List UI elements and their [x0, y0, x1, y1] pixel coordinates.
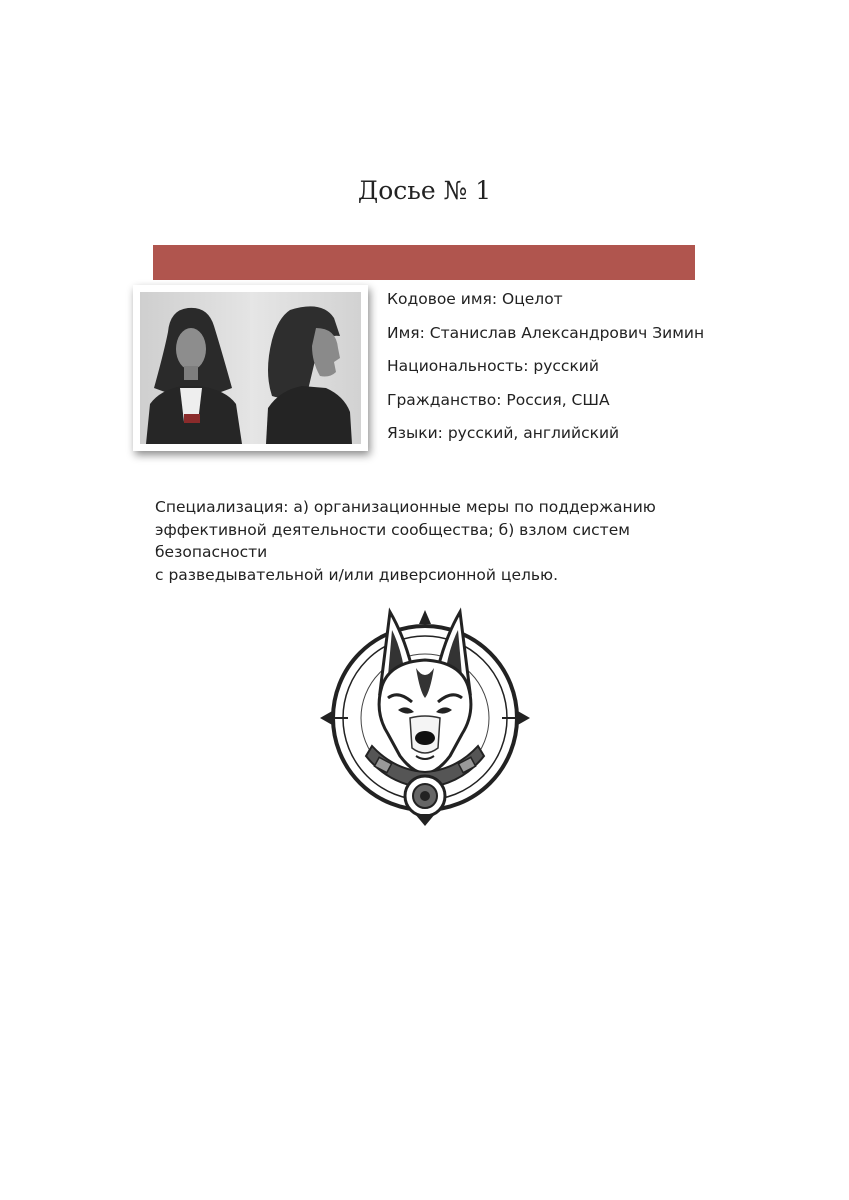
- specialization-paragraph: [155, 496, 715, 586]
- specialization-line: с разведывательной и/или диверсионной целью.: [155, 565, 559, 584]
- specialization-line: Специализация: а) организационные меры по поддержанию: [155, 498, 656, 516]
- specialization-line: эффективной деятельности сообщества; б) взлом систем безопасности: [155, 520, 630, 561]
- dog-head-emblem-icon: [318, 606, 532, 828]
- header-banner: [153, 245, 695, 280]
- page-title: Досье № 1: [357, 176, 492, 205]
- dog-emblem: [318, 606, 532, 832]
- field-codename: Кодовое имя: Оцелот: [387, 290, 563, 308]
- portrait-photo-icon: [140, 292, 361, 444]
- field-name: Имя: Станислав Александрович Зимин: [387, 323, 705, 342]
- field-citizenship: Гражданство: Россия, США: [387, 390, 610, 409]
- field-languages: Языки: русский, английский: [387, 424, 620, 442]
- portrait-photo: [133, 285, 368, 451]
- profile-fields: [387, 283, 704, 451]
- field-nationality: Национальность: русский: [387, 357, 599, 375]
